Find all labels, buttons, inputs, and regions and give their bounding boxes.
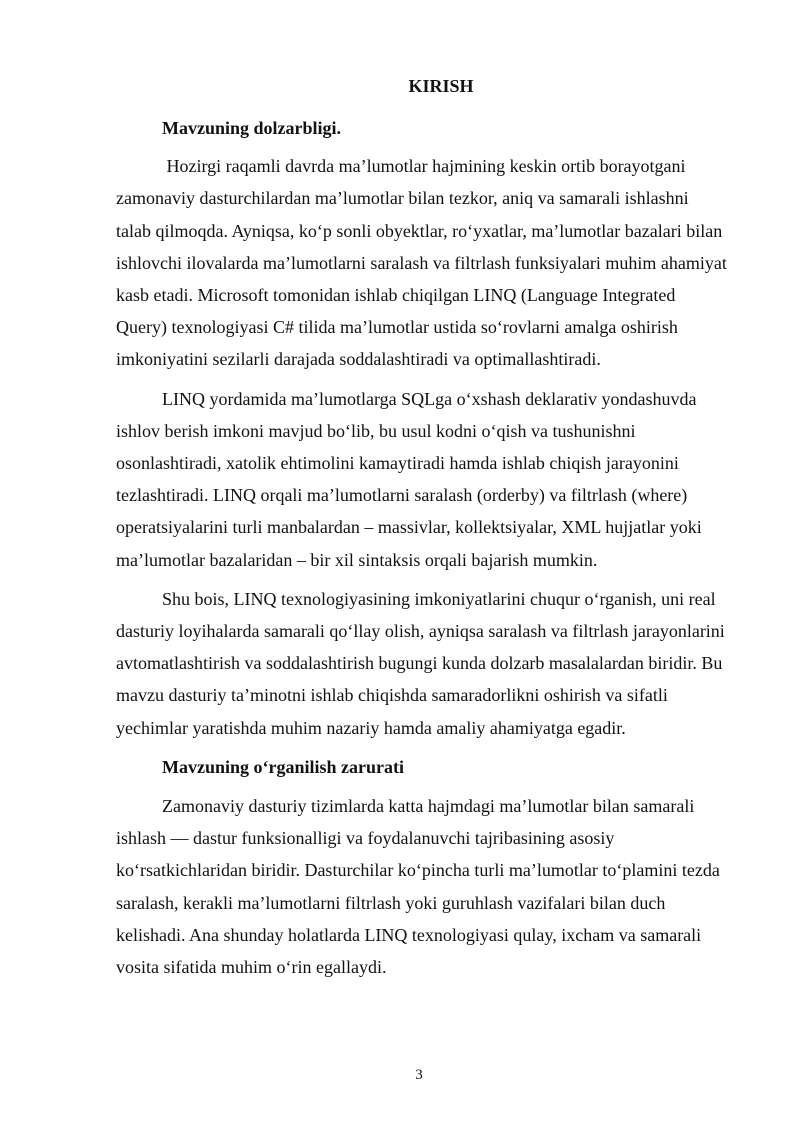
page-title: KIRISH xyxy=(408,76,474,96)
paragraph: Hozirgi raqamli davrda ma’lumotlar hajmining keskin ortib borayotgani zamonaviy dasturchilardan ma’lumotlar bilan tezkor, aniq va samarali ishlashni talab qilmoqda. Ayniqsa, ko‘p sonli obyektlar, ro‘yxatlar, ma’lumotlar bazalari bilan ishlovchi ilovalarda ma’lumotlarni saralash va filtrlash funksiyalari muhim ahamiyat kasb etadi. Microsoft tomonidan ishlab chiqilgan LINQ (Language Integrated Query) texnologiyasi C# tilida ma’lumotlar ustida so‘rovlarni amalga oshirish imkoniyatini sezilarli darajada soddalashtiradi va optimallashtiradi. xyxy=(116,156,732,370)
section-heading-necessity: Mavzuning o‘rganilish zarurati xyxy=(162,756,404,777)
page-number: 3 xyxy=(415,1067,423,1083)
paragraph: Zamonaviy dasturiy tizimlarda katta hajmdagi ma’lumotlar bilan samarali ishlash — dastur funksionalligi va foydalanuvchi tajribasining asosiy ko‘rsatkichlaridan biridir. Dasturchilar ko‘pincha turli ma’lumotlar to‘plamini tezda saralash, kerakli ma’lumotlarni filtrlash yoki guruhlash vazifalari bilan duch kelishadi. Ana shunday holatlarda LINQ texnologiyasi qulay, ixcham va samarali vosita sifatida muhim o‘rin egallaydi. xyxy=(116,796,720,978)
paragraph: LINQ yordamida ma’lumotlarga SQLga o‘xshash deklarativ yondashuvda ishlov berish imkoni mavjud bo‘lib, bu usul kodni o‘qish va tushunishni osonlashtiradi, xatolik ehtimolini kamaytiradi hamda ishlab chiqish jarayonini tezlashtiradi. LINQ orqali ma’lumotlarni saralash (orderby) va filtrlash (where) operatsiyalarini turli manbalardan – massivlar, kollektsiyalar, XML hujjatlar yoki ma’lumotlar bazalaridan – bir xil sintaksis orqali bajarish mumkin. xyxy=(116,388,702,570)
section-heading-relevance: Mavzuning dolzarbligi. xyxy=(162,118,342,138)
document-body xyxy=(116,112,732,983)
paragraph: Shu bois, LINQ texnologiyasining imkoniyatlarini chuqur o‘rganish, uni real dasturiy loyihalarda samarali qo‘llay olish, ayniqsa saralash va filtrlash jarayonlarini avtomatlashtirish va soddalashtirish bugungi kunda dolzarb masalalardan biridir. Bu mavzu dasturiy ta’minotni ishlab chiqishda samaradorlikni oshirish va sifatli yechimlar yaratishda muhim nazariy hamda amaliy ahamiyatga egadir. xyxy=(116,588,725,738)
